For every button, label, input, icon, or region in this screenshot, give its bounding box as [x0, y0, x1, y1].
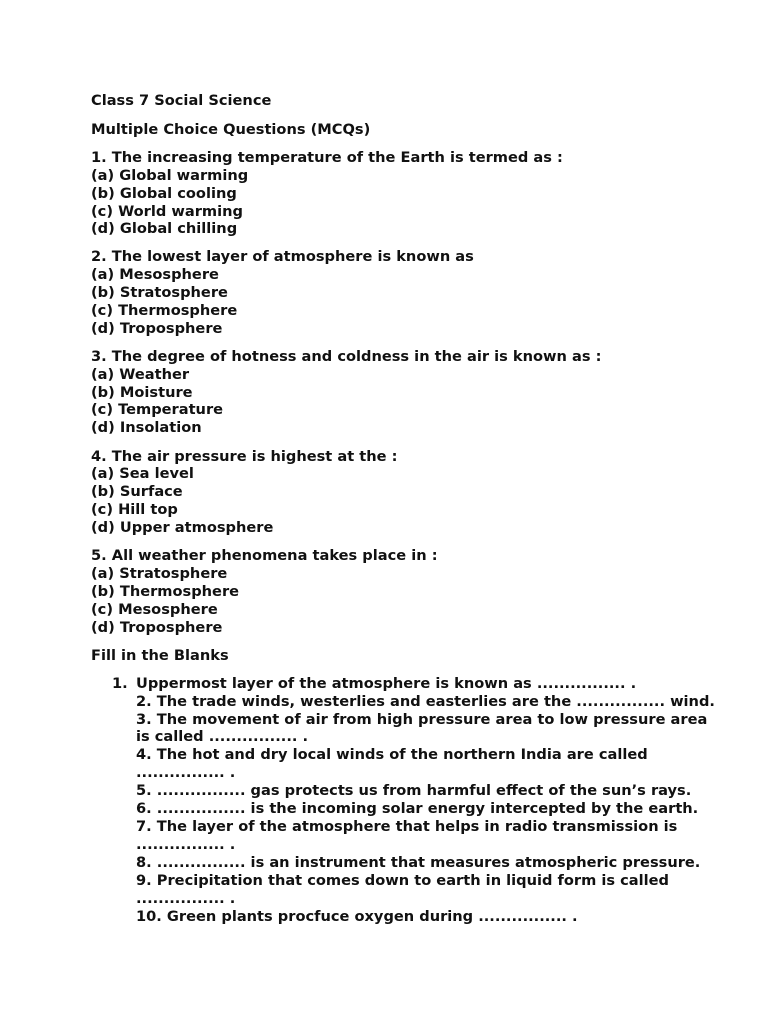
q1-option-a: (a) Global warming — [91, 167, 249, 184]
q3-option-c: (c) Temperature — [91, 401, 224, 418]
q2-option-b: (b) Stratosphere — [91, 284, 228, 301]
q5-option-d: (d) Troposphere — [91, 619, 223, 636]
fill-list-number: 1. — [112, 675, 128, 692]
fill-line-2: 2. The trade winds, westerlies and easterlies are the ................ wind. — [136, 693, 715, 710]
question-3: 3. The degree of hotness and coldness in the air is known as : — [91, 348, 602, 365]
fill-line-8: 6. ................ is the incoming solar energy intercepted by the earth. — [136, 800, 699, 817]
q3-option-b: (b) Moisture — [91, 384, 193, 401]
q3-option-d: (d) Insolation — [91, 419, 202, 436]
q1-option-b: (b) Global cooling — [91, 185, 237, 202]
fill-line-7: 5. ................ gas protects us from harmful effect of the sun’s rays. — [136, 782, 692, 799]
fill-line-4: is called ................ . — [136, 728, 309, 745]
mcq-heading: Multiple Choice Questions (MCQs) — [91, 121, 371, 138]
fill-line-1: Uppermost layer of the atmosphere is known as ................ . — [136, 675, 637, 692]
q4-option-c: (c) Hill top — [91, 501, 178, 518]
fill-line-3: 3. The movement of air from high pressure area to low pressure area — [136, 711, 708, 728]
q5-option-b: (b) Thermosphere — [91, 583, 240, 600]
question-5: 5. All weather phenomena takes place in : — [91, 547, 438, 564]
class-title: Class 7 Social Science — [91, 92, 272, 109]
fill-line-6: ................ . — [136, 764, 236, 781]
q4-option-b: (b) Surface — [91, 483, 183, 500]
fill-line-10: ................ . — [136, 836, 236, 853]
fill-line-5: 4. The hot and dry local winds of the northern India are called — [136, 746, 648, 763]
q1-option-c: (c) World warming — [91, 203, 243, 220]
fill-heading: Fill in the Blanks — [91, 647, 229, 664]
q4-option-a: (a) Sea level — [91, 465, 194, 482]
fill-line-13: ................ . — [136, 890, 236, 907]
q5-option-a: (a) Stratosphere — [91, 565, 228, 582]
q3-option-a: (a) Weather — [91, 366, 190, 383]
fill-line-12: 9. Precipitation that comes down to earth in liquid form is called — [136, 872, 670, 889]
q4-option-d: (d) Upper atmosphere — [91, 519, 274, 536]
fill-line-9: 7. The layer of the atmosphere that helps in radio transmission is — [136, 818, 678, 835]
fill-line-14: 10. Green plants procfuce oxygen during ................ . — [136, 908, 578, 925]
q5-option-c: (c) Mesosphere — [91, 601, 218, 618]
fill-line-11: 8. ................ is an instrument that measures atmospheric pressure. — [136, 854, 701, 871]
question-4: 4. The air pressure is highest at the : — [91, 448, 398, 465]
q1-option-d: (d) Global chilling — [91, 220, 238, 237]
question-2: 2. The lowest layer of atmosphere is known as — [91, 248, 474, 265]
q2-option-c: (c) Thermosphere — [91, 302, 238, 319]
question-1: 1. The increasing temperature of the Earth is termed as : — [91, 149, 563, 166]
q2-option-d: (d) Troposphere — [91, 320, 223, 337]
q2-option-a: (a) Mesosphere — [91, 266, 219, 283]
